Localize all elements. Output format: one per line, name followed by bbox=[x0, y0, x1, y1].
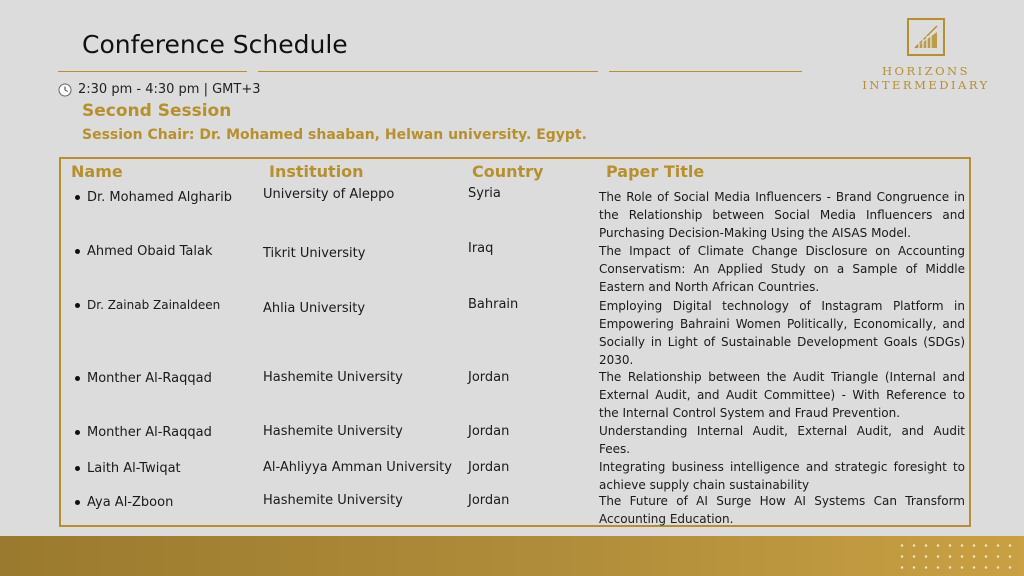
presenter-name: Monther Al-Raqqad bbox=[75, 371, 212, 386]
country-cell: Bahrain bbox=[468, 297, 519, 312]
institution-cell: Hashemite University bbox=[263, 370, 403, 385]
dot-pattern bbox=[896, 540, 1016, 574]
session-chair: Session Chair: Dr. Mohamed shaaban, Helwan university. Egypt. bbox=[82, 127, 587, 143]
column-header-name: Name bbox=[71, 162, 123, 181]
presenter-name: Ahmed Obaid Talak bbox=[75, 244, 213, 259]
institution-cell: Al-Ahliyya Amman University bbox=[263, 460, 452, 475]
session-time-text: 2:30 pm - 4:30 pm | GMT+3 bbox=[78, 82, 261, 97]
presenter-name: Monther Al-Raqqad bbox=[75, 425, 212, 440]
column-header-country: Country bbox=[472, 162, 544, 181]
divider-line bbox=[609, 71, 802, 72]
presenter-name: Dr. Mohamed Algharib bbox=[75, 190, 232, 205]
bullet-icon bbox=[75, 195, 80, 200]
page-title: Conference Schedule bbox=[82, 30, 348, 59]
paper-title-cell: The Impact of Climate Change Disclosure on Accounting Conservatism: An Applied Study on a Sample of Middle Eastern and North African Countries. bbox=[599, 244, 965, 294]
paper-title-cell: The Role of Social Media Influencers - Brand Congruence in the Relationship between Social Media Influencers and Purchasing Decision-Making Using the AISAS Model. bbox=[599, 190, 965, 240]
presenter-name: Laith Al-Twiqat bbox=[75, 461, 181, 476]
logo-mark-icon bbox=[907, 18, 945, 56]
institution-cell: University of Aleppo bbox=[263, 187, 395, 202]
clock-icon bbox=[58, 83, 72, 97]
paper-title-cell: The Relationship between the Audit Triangle (Internal and External Audit, and Audit Committee) - With Reference to the Internal Control System and Fraud Prevention. bbox=[599, 370, 965, 420]
logo-text-line2: INTERMEDIARY bbox=[862, 78, 990, 92]
paper-title-cell: Integrating business intelligence and strategic foresight to achieve supply chain sustainability bbox=[599, 460, 965, 492]
paper-title-cell: Employing Digital technology of Instagram Platform in Empowering Bahraini Women Politically, Economically, and Socially in Light of Sustainable Development Goals (SDGs) 2030. bbox=[599, 299, 965, 367]
institution-cell: Hashemite University bbox=[263, 424, 403, 439]
country-cell: Syria bbox=[468, 186, 501, 201]
presenter-name: Dr. Zainab Zainaldeen bbox=[75, 298, 220, 312]
paper-title-cell: The Future of AI Surge How AI Systems Can Transform Accounting Education. bbox=[599, 494, 965, 526]
logo-text-line1: HORIZONS bbox=[881, 64, 971, 78]
divider-line bbox=[258, 71, 598, 72]
brand-logo bbox=[858, 18, 994, 92]
bullet-icon bbox=[75, 303, 80, 308]
column-header-paper-title: Paper Title bbox=[606, 162, 705, 181]
bullet-icon bbox=[75, 249, 80, 254]
country-cell: Jordan bbox=[468, 424, 510, 439]
paper-title-cell: Understanding Internal Audit, External Audit, and Audit Fees. bbox=[599, 424, 965, 456]
footer-band bbox=[0, 536, 1024, 576]
presenter-name: Aya Al-Zboon bbox=[75, 495, 173, 510]
bullet-icon bbox=[75, 466, 80, 471]
divider-line bbox=[58, 71, 247, 72]
session-title: Second Session bbox=[82, 101, 232, 121]
country-cell: Jordan bbox=[468, 493, 510, 508]
bullet-icon bbox=[75, 376, 80, 381]
country-cell: Jordan bbox=[468, 460, 510, 475]
institution-cell: Hashemite University bbox=[263, 493, 403, 508]
country-cell: Iraq bbox=[468, 241, 494, 256]
column-header-institution: Institution bbox=[269, 162, 364, 181]
institution-cell: Ahlia University bbox=[263, 301, 366, 316]
bullet-icon bbox=[75, 500, 80, 505]
institution-cell: Tikrit University bbox=[263, 246, 366, 261]
country-cell: Jordan bbox=[468, 370, 510, 385]
schedule-table bbox=[59, 157, 971, 527]
session-time bbox=[58, 82, 260, 97]
bullet-icon bbox=[75, 430, 80, 435]
